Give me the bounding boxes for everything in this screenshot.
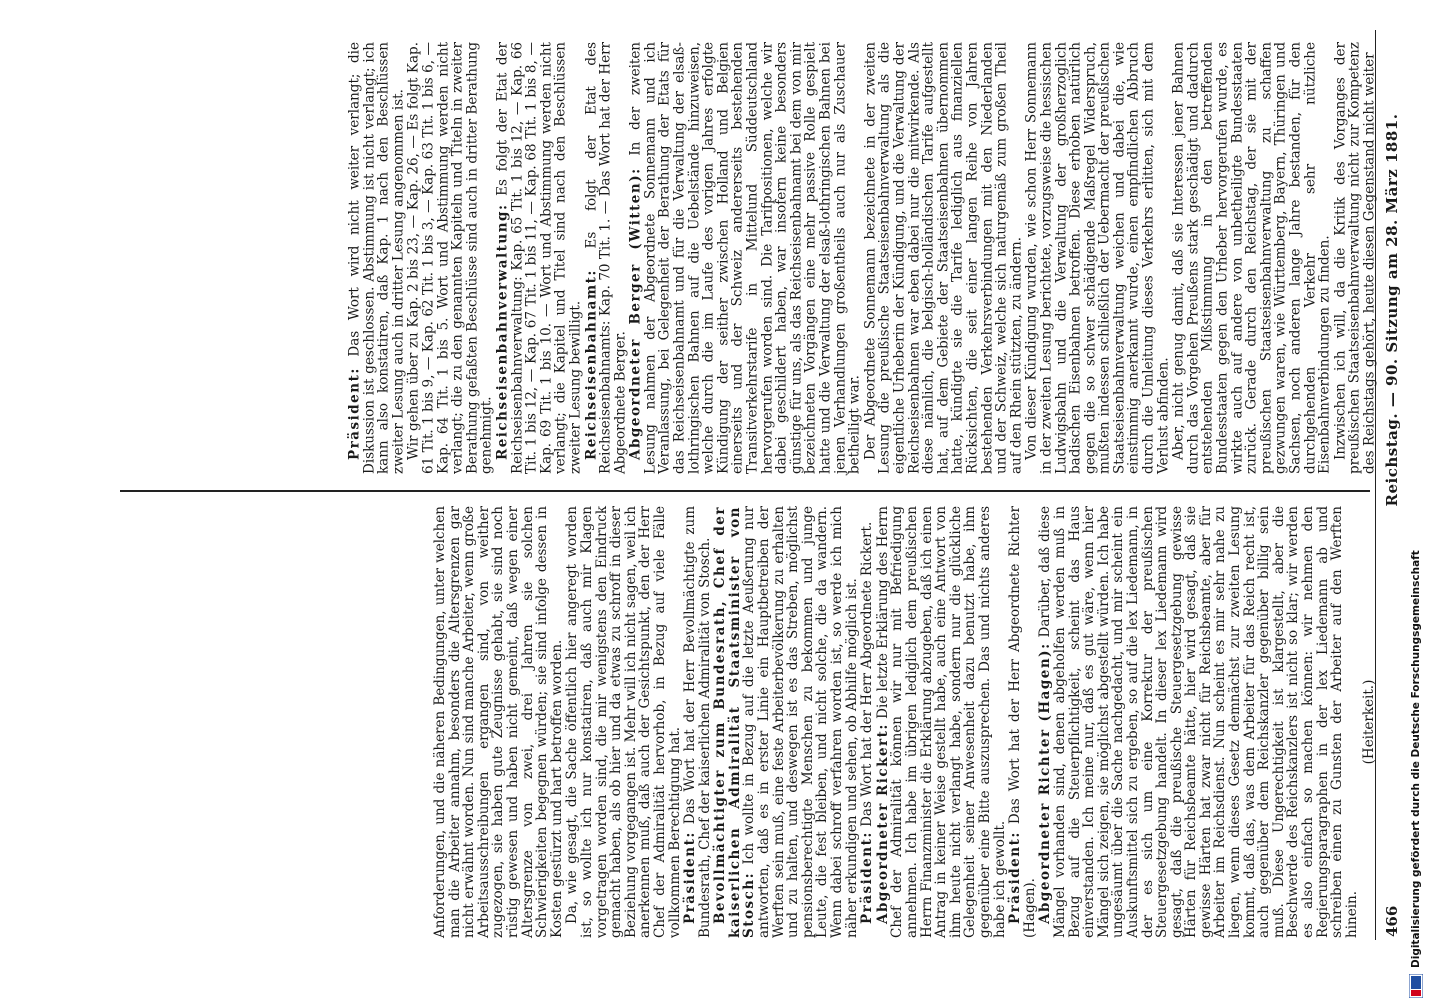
footer-text: Digitalisierung gefördert durch die Deutsche Forschungsgemeinschaft	[1410, 550, 1422, 968]
dfg-logo-icon	[1409, 974, 1423, 998]
section-heading: Reichseisenbahnverwaltung:	[494, 203, 511, 460]
speaker-name: Präsident:	[346, 367, 363, 460]
paragraph: Präsident: Das Wort hat der Herr Abgeordnete Rickert.	[859, 521, 876, 924]
stage-direction: (Heiterkeit.)	[1361, 679, 1378, 765]
speaker-name: Präsident:	[859, 831, 876, 924]
section-heading: Reichseisenbahnamt:	[582, 269, 599, 460]
paragraph: Da, wie gesagt, die Sache öffentlich hier angeregt worden ist, so wollte ich nur konstatiren, daß auch mir Klagen vorgetragen worden sind, die mir wenigstens den Eindruck gemacht haben, als ob hier und da etwas zu schroff in dieser Beziehung vorgegangen ist. Mehr will ich nicht sagen, weil ich anerkennen muß, daß auch der Gesichtspunkt, den der Herr Chef der Admiralität hervorhob, in Bezug auf viele Fälle vollkommen Berechtigung hat.	[564, 506, 683, 938]
paragraph: Von dieser Kündigung wurden, wie schon Herr Sonnemann in der zweiten Lesung berichtete, vorzugsweise die hessischen Ludwigsbahn und die Verwaltung der großherzoglich badischen Eisenbahnen betroffen. Diese erhoben natürlich gegen die so schwer schädigende Maßregel Widerspruch, mußten indessen schließlich der Uebermacht der preußischen Staatseisenbahnverwaltung weichen und dabei die, wie einstimmig anerkannt wurde, einen empfindlichen Abbruch durch die Umleitung dieses Verkehrs erlitten, sich mit dem Verlust abfinden.	[1023, 42, 1172, 474]
paragraph: Bevollmächtigter zum Bundesrath, Chef der kaiserlichen Admiralität Staatsminister von Stosch: Ich wollte in Bezug auf die letzte Aeußerung nur antworten, daß es in erster Linie ein Hauptbetreiben der Werften sein muß, eine feste Arbeiterbevölkerung zu erhalten und zu halten, und deswegen ist es das Streben, möglichst pensionsberechtigte Menschen zu bekommen und junge Leute, die fest bleiben, und nicht solche, die da wandern. Wenn dabei schroff verfahren worden ist, so werde ich mich näher erkundigen und sehen, ob Abhilfe möglich ist.	[712, 506, 860, 938]
column-divider	[120, 491, 1370, 493]
speaker-name: Präsident:	[1007, 831, 1024, 924]
paragraph: Aber, nicht genug damit, daß sie Interessen jener Bahnen durch das Vorgehen Preußens stark geschädigt und dadurch entstehenden Mißstimmung in den betreffenden Bundesstaaten gegen den Urheber hervorgerufen wurde, es wirkte auch auf andere von unbetheiligte Bundesstaaten zurück. Gerade durch den Reichstag, der sie mit der preußischen Staatseisenbahnverwaltung zu schaffen gezwungen waren, wie Württemberg, Bayern, Thüringen und Sachsen, noch anderen lange Jahre bestanden, für den durchgehenden Verkehr sehr nützliche Eisenbahnverbindungen zu finden.	[1170, 42, 1333, 474]
paragraph: Präsident: Das Wort hat der Herr Bevollmächtigte zum Bundesrath, Chef der kaiserlichen Admiralität von Stosch.	[682, 505, 713, 938]
left-column	[433, 506, 1378, 938]
paragraph: Wir gehen über zu Kap. 2 bis 23, — Kap. 26, — Es folgt Kap. 61 Tit. 1 bis 9, — Kap. 62 Tit. 1 bis 3, — Kap. 63 Tit. 1 bis 6, — Kap. 64 Tit. 1 bis 5. Wort und Abstimmung werden nicht verlangt; die zu den genannten Kapiteln und Titeln in zweiter Berathung gefaßten Beschlüsse sind auch in dritter Berathung genehmigt.	[405, 42, 495, 474]
right-column	[347, 42, 1378, 474]
digitization-footer	[1407, 0, 1425, 1000]
paragraph: Abgeordneter Berger (Witten): In der zweiten Lesung nahmen der Abgeordnete Sonnemann und ich Veranlassung, bei Gelegenheit der Berathung der Etats für das Reichseisenbahnamt und für die Verwaltung der elsaß-lothringischen Bahnen auf die Uebelstände hinzuweisen, welche durch die im Laufe des vorigen Jahres erfolgte Kündigung der seither zwischen Holland und Belgien einerseits und der Schweiz andererseits bestehenden Transitverkehrstarife in Mittelund Süddeutschland hervorgerufen worden sind. Die Tarifpositionen, welche wir dabei geschildert haben, war insofern keine besonders günstige für uns, als das Reichseisenbahnamt bei dem von mir bezeichneten Vorgängen eine mehr passive Rolle gespielt hatte und die Verwaltung der elsaß-lothringischen Bahnen bei jenen Verhandlungen großentheils auch nur als Zuschauer betheiligt war.	[627, 42, 863, 474]
paragraph: Der Abgeordnete Sonnemann bezeichnete in der zweiten Lesung die preußische Staatseisenbahnverwaltung als die eigentliche Urheberin der Kündigung, und die Verwaltung der Reichseisenbahnen war eben dabei nur die mitwirkende. Als diese nämlich, die belgisch-holländischen Tarife aufgestellt hat, auf dem Gebiete der Staatseisenbahnen übernommen hatte, kündigte sie die Tarife lediglich aus finanziellen Rücksichten, die seit einer langen Reihe von Jahren bestehenden Verkehrsverbindungen mit den Niederlanden und der Schweiz, welche sich naturgemäß zum großen Theil auf den Rhein stützten, zu ändern.	[862, 42, 1025, 474]
paragraph: Präsident: Das Wort hat der Herr Abgeordnete Richter (Hagen).	[1007, 506, 1038, 938]
speaker-name: Abgeordneter Berger (Witten):	[627, 167, 644, 460]
paragraph: Reichseisenbahnverwaltung: Es folgt der Etat der Reichseisenbahnverwaltung: Kap. 65 Tit. 1 bis 12, — Kap. 66 Tit. 1 bis 12, — Kap. 67 Tit. 1 bis 11, — Kap. 68 Tit. 1 bis 8, — Kap. 69 Tit. 1 bis 10. — Wort und Abstimmung werden nicht verlangt; die Kapitel und Titel sind nach den Beschlüssen zweiter Lesung bewilligt.	[494, 42, 584, 474]
paragraph: Anforderungen, und die näheren Bedingungen, unter welchen man die Arbeiter annahm, besonders die Altersgrenzen gar nicht erwähnt worden. Nun sind manche Arbeiter, wenn große Arbeitsausschreibungen ergangen sind, von weither zugezogen, sie haben gute Zeugnisse gehabt, sie sind noch rüstig gewesen und haben nicht gemeint, daß wegen einer Altersgrenze von zwei, drei Jahren sie solchen Schwierigkeiten begegnen würden; sie sind infolge dessen in Kosten gestürzt und hart betroffen worden.	[432, 506, 565, 938]
paragraph: Präsident: Das Wort wird nicht weiter verlangt; die Diskussion ist geschlossen. Abstimmung ist nicht verlangt; ich kann also konstatiren, daß Kap. 1 nach den Beschlüssen zweiter Lesung auch in dritter Lesung angenommen ist.	[346, 42, 407, 474]
speaker-name: Bevollmächtigter zum Bundesrath, Chef der kaiserlichen Admiralität Staatsminister von Stosch:	[712, 506, 758, 938]
speaker-name: Präsident:	[682, 831, 699, 924]
speaker-name: Abgeordneter Rickert:	[874, 723, 891, 924]
paragraph: Abgeordneter Rickert: Die letzte Erklärung des Herrn Chef der Admiralität können wir nur mit Befriedigung annehmen. Ich habe im übrigen lediglich dem preußischen Herrn Finanzminister die Erklärung abzugeben, daß ich einen Antrag in keiner Weise gestellt habe, auch eine Antwort von ihm heute nicht verlangt habe, sondern nur die glückliche Gelegenheit seiner Anwesenheit dazu benutzt habe, ihm gegenüber eine Bitte auszusprechen. Das und nichts anderes habe ich gewollt.	[874, 505, 1008, 938]
speaker-name: Abgeordneter Richter (Hagen):	[1037, 642, 1054, 924]
page-number: 466	[1383, 905, 1401, 937]
paragraph: Abgeordneter Richter (Hagen): Darüber, daß diese Mängel vorhanden sind, denen abgeholfen werden muß in Bezug auf die Steuerpflichtigkeit, scheint das Haus einverstanden. Ich meine nur, daß es gut wäre, wenn hier Mängel sich zeigen, sie möglichst abgestellt würden. Ich habe ungesäumt über die Sache nachgedacht, und mir scheint ein Auskunftsmittel sich zu ergeben, so auf die lex Liedemann, in der es sich um eine Korrektur der preußischen Steuergesetzgebung handelt. In dieser lex Liedemann wird gesagt, daß die preußische Steuergesetzgebung gewisse Härten für Reichsbeamte hätte, hier wird gesagt, daß sie gewisse Härten hat zwar nicht für Reichsbeamte, aber für Arbeiter im Reichsdienst. Nun scheint es mir sehr nahe zu liegen, wenn dieses Gesetz demnächst zur zweiten Lesung kommt, daß das, was dem Arbeiter für das Reich recht ist, auch gegenüber dem Reichskanzler gegenüber billig sein muß. Diese Ungerechtigkeit ist klargestellt, aber die Beschwerde des Reichskanzlers ist nicht so klar; wir werden es also einfach so machen können: wir nehmen den Regierungsparagraphen in der lex Liedemann ab und schreiben einen zu Gunsten der Arbeiter auf den Werften hinein.	[1037, 506, 1360, 938]
paragraph: Reichseisenbahnamt: Es folgt der Etat des Reichseisenbahnamts: Kap. 70 Tit. 1. — Das Wort hat der Herr Abgeordnete Berger.	[582, 42, 629, 474]
running-header: Reichstag. — 90. Sitzung am 28. März 1881.	[1383, 113, 1401, 507]
paragraph: Inzwischen ich will, da die Kritik des Vorganges der preußischen Staatseisenbahnverwaltung nicht zur Kompetenz des Reichstags gehört, heute diesen Gegenstand nicht weiter	[1332, 42, 1378, 474]
